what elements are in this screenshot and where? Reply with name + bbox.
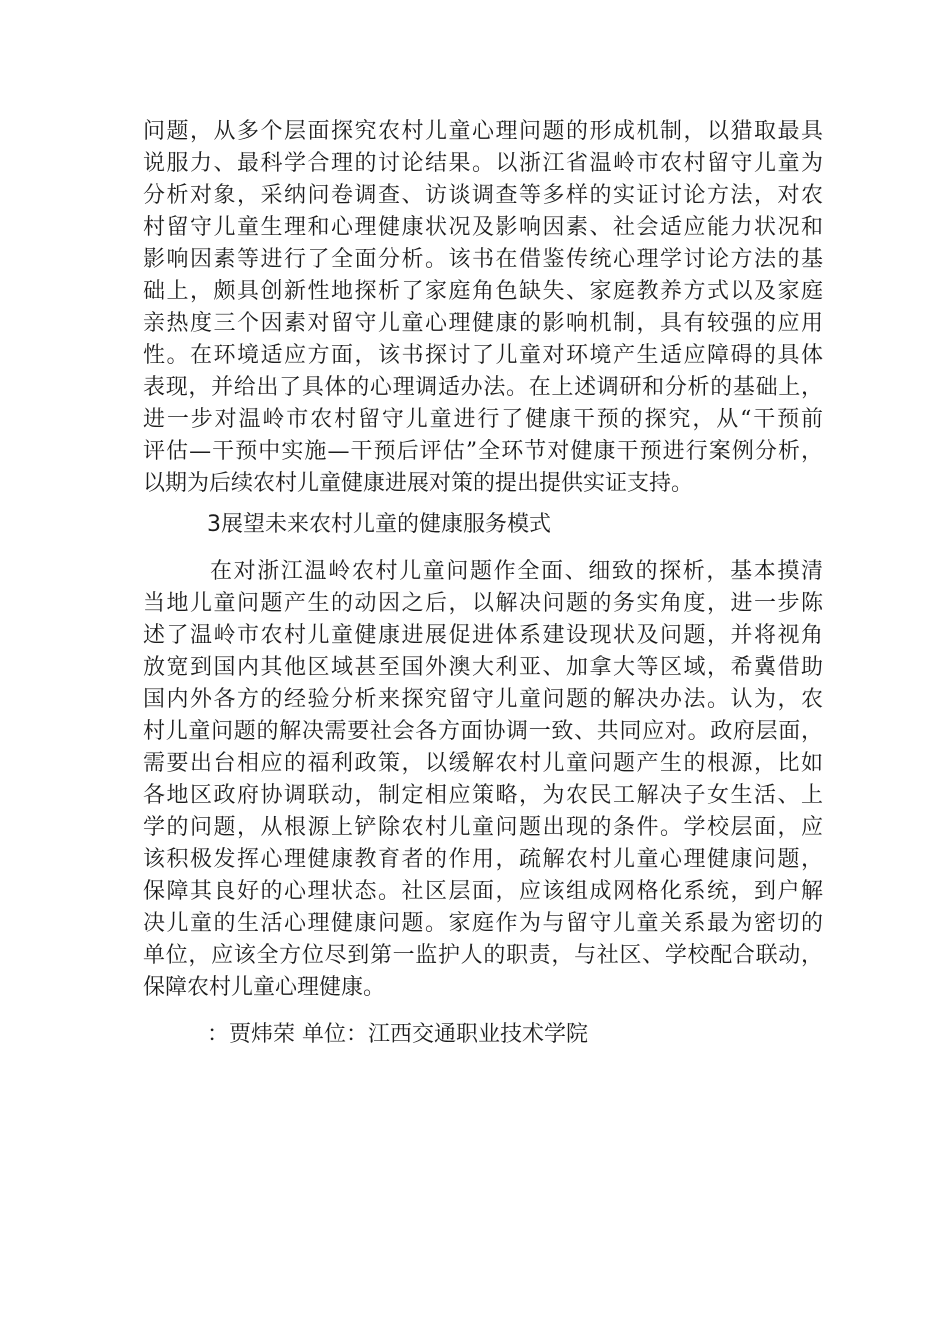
paragraph-line: 在对浙江温岭农村儿童问题作全面、细致的探析，基本摸清: [210, 559, 823, 584]
paragraph-line: 村儿童问题的解决需要社会各方面协调一致、共同应对。政府层面，: [143, 719, 823, 744]
paragraph-line: 该积极发挥心理健康教育者的作用，疏解农村儿童心理健康问题，: [143, 847, 823, 872]
paragraph-line: 单位，应该全方位尽到第一监护人的职责，与社区、学校配合联动，: [143, 943, 823, 968]
paragraph-line: 国内外各方的经验分析来探究留守儿童问题的解决办法。认为，农: [143, 687, 823, 712]
paragraph-line: 需要出台相应的福利政策，以缓解农村儿童问题产生的根源，比如: [143, 751, 823, 776]
paragraph-line: 决儿童的生活心理健康问题。家庭作为与留守儿童关系最为密切的: [143, 911, 823, 936]
paragraph-line: 当地儿童问题产生的动因之后，以解决问题的务实角度，进一步陈: [143, 591, 823, 616]
paragraph-line: 问题，从多个层面探究农村儿童心理问题的形成机制，以猎取最具: [143, 119, 823, 144]
paragraph-line: 评估—干预中实施—干预后评估”全环节对健康干预进行案例分析，: [143, 439, 823, 464]
paragraph-line: 村留守儿童生理和心理健康状况及影响因素、社会适应能力状况和: [143, 215, 823, 240]
paragraph-line: 亲热度三个因素对留守儿童心理健康的影响机制，具有较强的应用: [143, 311, 823, 336]
paragraph-line: 说服力、最科学合理的讨论结果。以浙江省温岭市农村留守儿童为: [143, 151, 823, 176]
section-heading: 3展望未来农村儿童的健康服务模式: [207, 512, 551, 537]
paragraph-line: 各地区政府协调联动，制定相应策略，为农民工解决子女生活、上: [143, 783, 823, 808]
paragraph-line: 述了温岭市农村儿童健康进展促进体系建设现状及问题，并将视角: [143, 623, 823, 648]
paragraph-line: 以期为后续农村儿童健康进展对策的提出提供实证支持。: [143, 471, 694, 496]
author-affiliation: ：贾炜荣 单位：江西交通职业技术学院: [207, 1022, 588, 1047]
paragraph-line: 表现，并给出了具体的心理调适办法。在上述调研和分析的基础上，: [143, 375, 823, 400]
paragraph-line: 放宽到国内其他区域甚至国外澳大利亚、加拿大等区域，希冀借助: [143, 655, 823, 680]
paragraph-line: 保障农村儿童心理健康。: [143, 975, 386, 1000]
paragraph-line: 进一步对温岭市农村留守儿童进行了健康干预的探究，从“干预前: [143, 407, 823, 432]
paragraph-line: 础上，颇具创新性地探析了家庭角色缺失、家庭教养方式以及家庭: [143, 279, 823, 304]
paragraph-line: 影响因素等进行了全面分析。该书在借鉴传统心理学讨论方法的基: [143, 247, 823, 272]
paragraph-line: 分析对象，采纳问卷调查、访谈调查等多样的实证讨论方法，对农: [143, 183, 823, 208]
paragraph-line: 性。在环境适应方面，该书探讨了儿童对环境产生适应障碍的具体: [143, 343, 823, 368]
paragraph-line: 保障其良好的心理状态。社区层面，应该组成网格化系统，到户解: [143, 879, 823, 904]
paragraph-line: 学的问题，从根源上铲除农村儿童问题出现的条件。学校层面，应: [143, 815, 823, 840]
